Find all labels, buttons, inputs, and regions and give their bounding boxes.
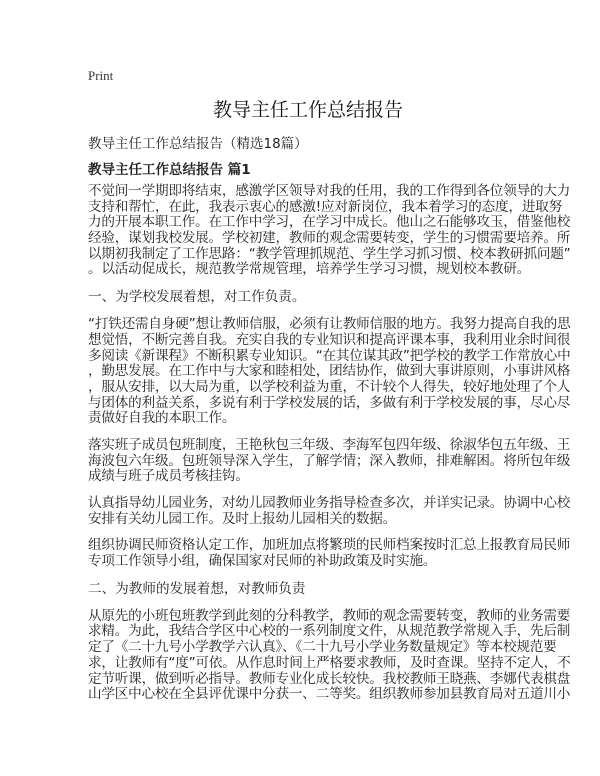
paragraph-line: 定节听课，做到听必指导。教师专业化成长较快。我校教师王晓燕、李娜代表棋盘 [88,670,571,687]
paragraph [88,607,571,703]
paragraph-line: ，勤思发展。在工作中与大家和睦相处，团结协作，做到大事讲原则，小事讲风格 [88,363,571,380]
paragraph-line: 成绩与班子成员考核挂钩。 [88,468,249,485]
paragraph-line: 力的开展本职工作。在工作中学习，在学习中成长。他山之石能够攻玉，借鉴他校 [88,214,571,231]
paragraph-line: 安排有关幼儿园工作。及时上报幼儿园相关的数据。 [88,510,397,527]
paragraph-line: 以期初我制定了工作思路：“教学管理抓规范、学生学习抓习惯、校本教研抓问题” [88,245,571,262]
document-subtitle: 教导主任工作总结报告（精选18篇） [88,136,308,152]
paragraph [88,537,571,570]
paragraph-line: “打铁还需自身硬”想让教师信服，必须有让教师信服的地方。我努力提高自我的思 [88,316,571,333]
paragraph [88,316,571,427]
paragraph-line: 海波包六年级。包班领导深入学生，了解学情；深入教师，排难解困。将所包年级 [88,452,571,469]
document-title: 教导主任工作总结报告 [212,99,403,121]
paragraph-line: 专项工作领导小组，确保国家对民师的补助政策及时实施。 [88,553,437,570]
paragraph-line: 从原先的小班包班教学到此刻的分科教学，教师的观念需要转变，教师的业务需要 [88,607,571,624]
paragraph-line: 山学区中心校在全县评优课中分获一、二等奖。组织教师参加县教育局对五道川小 [88,686,571,703]
paragraph-line: 与团体的利益关系，多说有利于学校发展的话，多做有利于学校发展的事，尽心尽 [88,394,571,411]
print-label[interactable]: Print [88,68,114,83]
paragraph-line: 经验，谋划我校发展。学校初建，教师的观念需要转变，学生的习惯需要培养。所 [88,230,571,247]
paragraph-line: 定了《二十九号小学教学六认真》、《二十九号小学业务数量规定》等本校规范要 [88,639,557,656]
paragraph-line: 多阅读《新课程》不断积累专业知识。“在其位谋其政”把学校的教学工作常放心中 [88,347,571,364]
paragraph [88,436,571,485]
paragraph-line: 组织协调民师资格认定工作，加班加点将繁琐的民师档案按时汇总上报教育局民师 [88,537,571,554]
paragraph-line: 。以活动促成长，规范教学常规管理，培养学生学习习惯，规划校本教研。 [88,261,530,278]
paragraph [88,495,571,527]
section-title: 二、为教师的发展着想，对教师负责 [88,580,306,597]
paragraph-line: 不觉间一学期即将结束，感激学区领导对我的任用，我的工作得到各位领导的大力 [88,183,571,199]
paragraph-line: 求精。为此，我结合学区中心校的一系列制度文件，从规范教学常规入手，先后制 [88,623,571,640]
document-page [88,68,571,714]
paragraph-line: 落实班子成员包班制度，王艳秋包三年级、李海军包四年级、徐淑华包五年级、王 [88,436,571,453]
paragraph-line: 求，让教师有“度”可依。从作息时间上严格要求教师，及时查课。坚持不定人，不 [88,654,571,671]
paragraph-line: 想觉悟，不断完善自我。充实自我的专业知识和提高评课本事，我利用业余时间很 [88,331,571,348]
document-body [88,183,571,703]
paragraph-line: 支持和帮忙，在此，我表示衷心的感激!应对新岗位，我本着学习的态度，进取努 [88,198,563,215]
section-title: 一、为学校发展着想，对工作负责。 [88,289,306,306]
section-heading: 教导主任工作总结报告 篇1 [88,162,251,178]
paragraph-line: 认真指导幼儿园业务，对幼儿园教师业务指导检查多次，并详实记录。协调中心校 [88,495,571,511]
paragraph [88,183,571,278]
paragraph-line: ，服从安排，以大局为重，以学校利益为重，不计较个人得失，较好地处理了个人 [88,378,571,395]
paragraph-line: 责做好自我的本职工作。 [88,410,236,427]
